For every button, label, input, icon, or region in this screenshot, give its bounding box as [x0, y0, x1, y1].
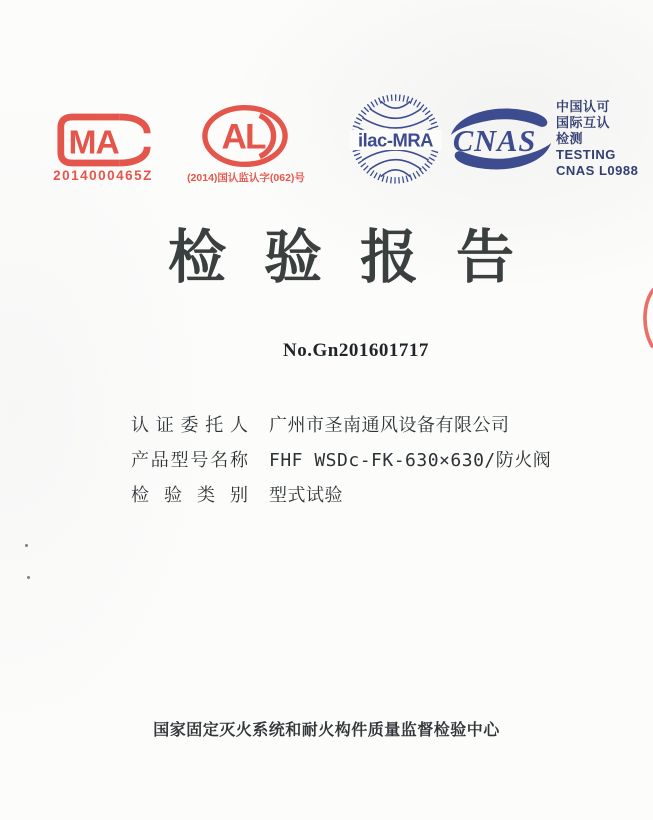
field-label-applicant: 认证委托人 [131, 415, 248, 435]
cal-logo-icon [200, 103, 290, 169]
cnas-letters: CNAS [452, 123, 537, 158]
field-label-test-category: 检验类别 [131, 485, 248, 505]
field-row-applicant [131, 416, 551, 435]
cnas-logo-icon [447, 104, 555, 174]
red-stamp-edge-icon [639, 288, 653, 348]
field-row-test-category [131, 486, 551, 505]
cma-letters: MA [68, 124, 119, 162]
field-label-product-model: 产品型号名称 [131, 450, 248, 470]
accreditation-text-block [556, 99, 638, 179]
field-value-product-model: FHF WSDc-FK-630×630/防火阀 [269, 450, 552, 471]
report-fields [131, 416, 551, 521]
field-row-product-model [131, 451, 551, 470]
field-value-test-category: 型式试验 [269, 485, 343, 506]
scan-speck [27, 576, 30, 579]
report-title: 检验报告 [168, 225, 553, 290]
accreditation-line: TESTING [556, 147, 616, 162]
cma-certificate-number: 2014000465Z [53, 168, 153, 183]
issuing-center-name: 国家固定灭火系统和耐火构件质量监督检验中心 [153, 722, 500, 739]
report-number: No.Gn201601717 [283, 340, 429, 361]
field-value-applicant: 广州市圣南通风设备有限公司 [269, 415, 510, 436]
ilac-mra-logo-icon [346, 93, 445, 185]
accreditation-line: CNAS L0988 [556, 163, 639, 178]
ilac-mra-label: ilac-MRA [357, 129, 434, 151]
scan-speck [25, 544, 28, 547]
accreditation-line: 中国认可 [556, 99, 611, 114]
cal-certificate-number: (2014)国认监认字(062)号 [187, 172, 305, 184]
accreditation-line: 检测 [556, 131, 584, 146]
cma-logo-icon [56, 110, 152, 170]
accreditation-line: 国际互认 [556, 115, 611, 130]
cal-letters: AL [221, 117, 265, 157]
